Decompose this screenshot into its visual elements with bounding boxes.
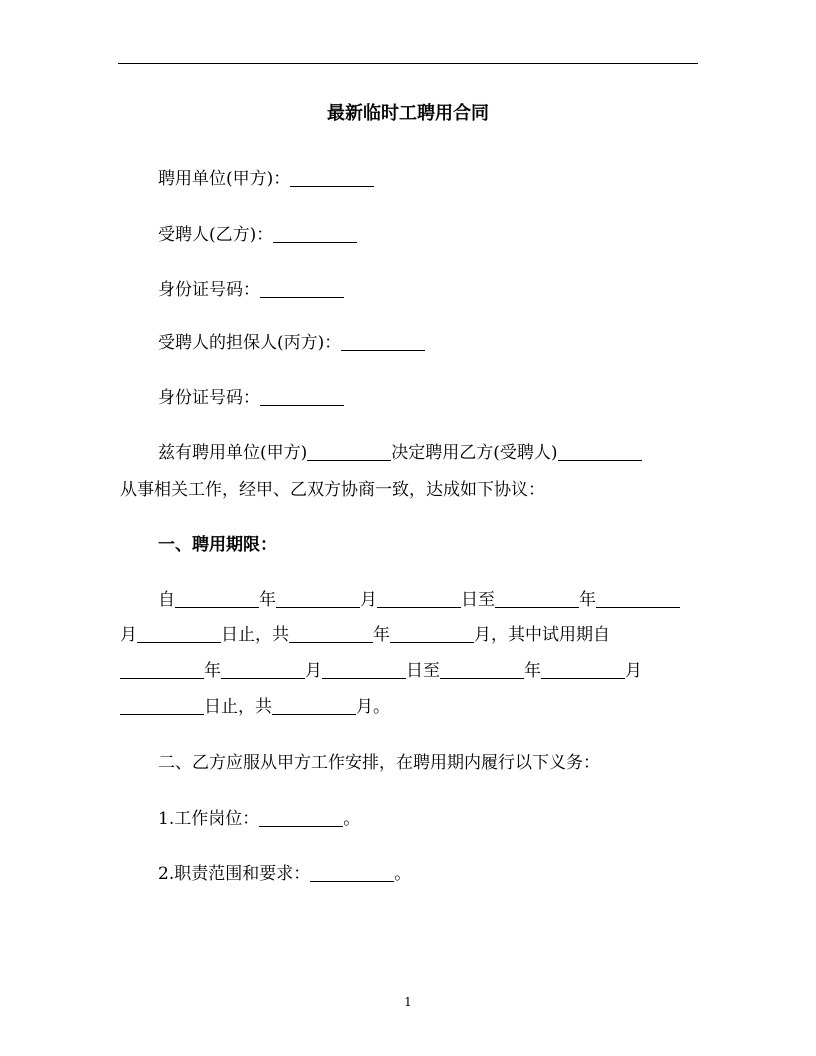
term-text: 月，其中试用期自 [474,625,610,645]
term-blank [495,590,579,608]
term-text: 年 [204,661,221,681]
employer-field [158,166,374,192]
term-text: 年 [579,590,596,610]
term-blank [272,697,356,715]
section2-heading: 二、乙方应服从甲方工作安排，在聘用期内履行以下义务： [158,753,600,773]
section1-heading: 一、聘用期限： [158,535,277,555]
term-blank [120,697,204,715]
guarantor-field [158,330,425,356]
term-blank [137,625,221,643]
term-text: 日至 [461,590,495,610]
term-text: 月 [120,625,137,645]
id-number-field-1 [158,277,344,303]
duty-end-1: 。 [343,809,361,829]
term-blank [440,661,524,679]
preamble-line-2: 从事相关工作，经甲、乙双方协商一致，达成如下协议： [120,480,545,500]
guarantor-blank [341,333,425,351]
term-blank [221,661,305,679]
term-text: 日止，共 [204,697,272,717]
page-number: 1 [404,995,412,1009]
term-text: 自 [158,590,175,610]
duty-item-1 [158,806,360,832]
id-number-field-2 [158,385,344,411]
term-line-1 [158,587,680,613]
term-text: 月 [360,590,377,610]
id-number-label-1: 身份证号码： [158,280,260,300]
term-blank [390,625,474,643]
duty-item-2 [158,861,411,887]
term-blank [175,590,259,608]
term-text: 年 [373,625,390,645]
id-number-label-2: 身份证号码： [158,388,260,408]
term-text: 日止，共 [221,625,289,645]
term-text: 月 [305,661,322,681]
term-blank [276,590,360,608]
term-blank [377,590,461,608]
employee-blank [273,225,357,243]
term-blank [596,590,680,608]
term-line-3 [120,658,642,684]
employer-blank [290,169,374,187]
duty-blank-2 [310,864,394,882]
duty-blank-1 [259,809,343,827]
term-text: 月 [625,661,642,681]
header-rule [118,63,698,64]
employee-field [158,222,357,248]
preamble-blank-2 [558,443,642,461]
term-blank [322,661,406,679]
preamble-blank-1 [307,443,391,461]
id-number-blank-1 [260,280,344,298]
term-line-2 [120,622,610,648]
term-blank [120,661,204,679]
term-text: 月。 [356,697,390,717]
preamble-line-1 [158,440,642,466]
term-text: 年 [259,590,276,610]
term-blank [289,625,373,643]
preamble-text-2: 决定聘用乙方(受聘人) [391,443,558,463]
term-text: 日至 [406,661,440,681]
preamble-text-1: 兹有聘用单位(甲方) [158,443,308,463]
document-title: 最新临时工聘用合同 [327,103,489,124]
term-text: 年 [524,661,541,681]
duty-label-2: 2.职责范围和要求： [158,864,311,884]
duty-label-1: 1.工作岗位： [158,809,260,829]
employee-label: 受聘人(乙方)： [158,225,274,245]
id-number-blank-2 [260,388,344,406]
guarantor-label: 受聘人的担保人(丙方)： [158,333,342,353]
term-line-4 [120,694,390,720]
employer-label: 聘用单位(甲方)： [158,169,291,189]
term-blank [541,661,625,679]
duty-end-2: 。 [394,864,412,884]
